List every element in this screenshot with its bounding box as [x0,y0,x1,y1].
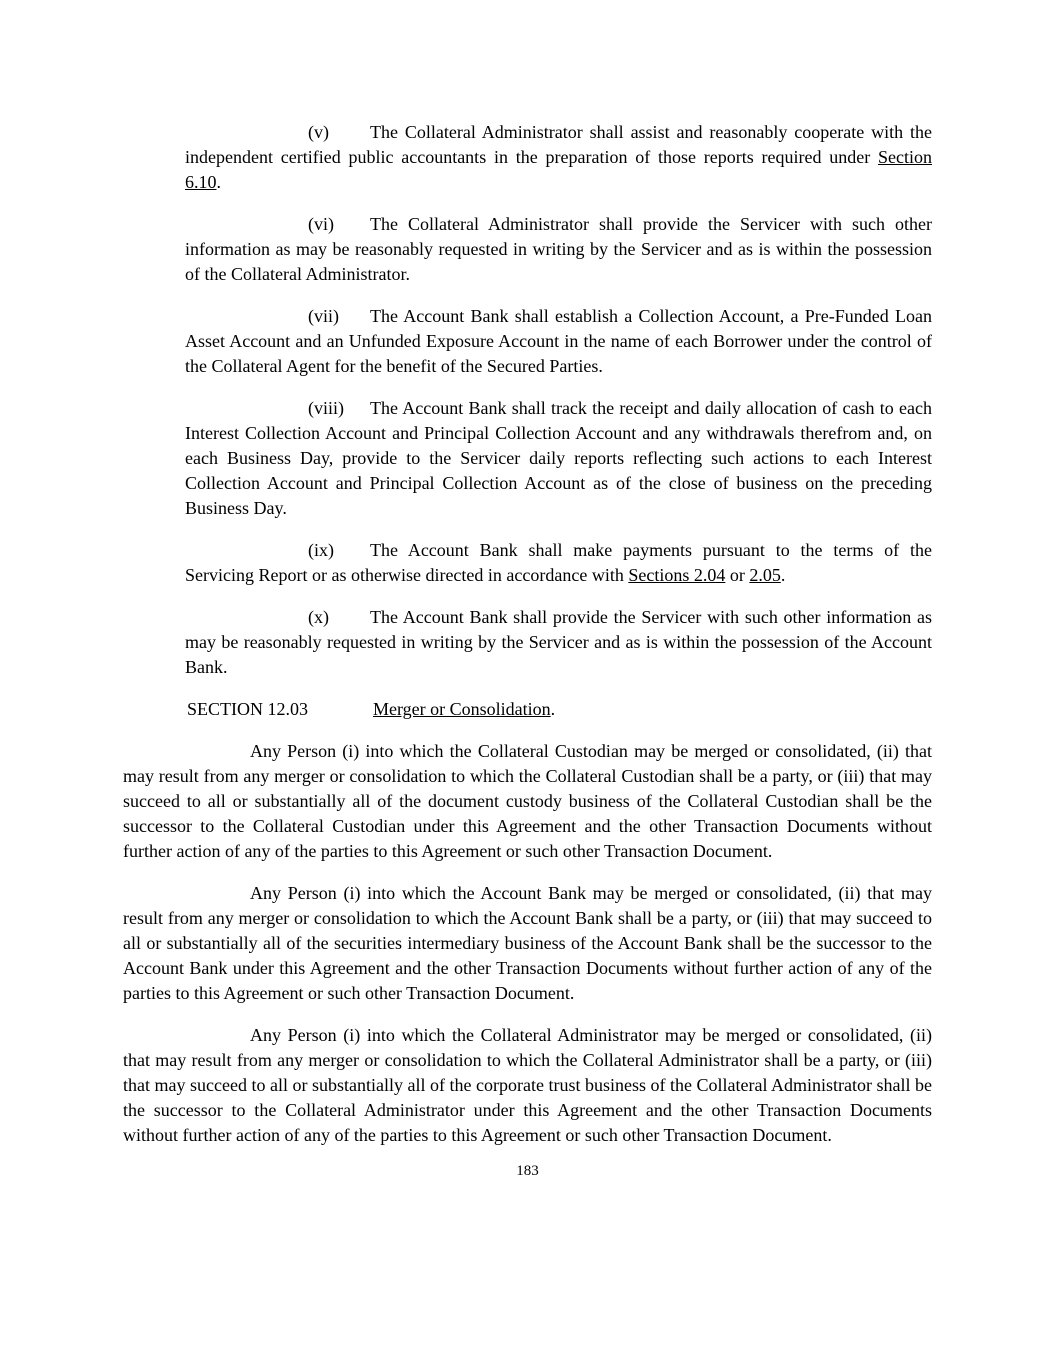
body-paragraph-collateral-custodian: Any Person (i) into which the Collateral Custodian may be merged or consolidated, (ii) that may result from any merger or consolidation to which the Collateral Custodian shall be a party, or (iii) that may succeed to all or substantially all of the document custody business of the Collateral Custodian shall be the successor to the Collateral Custodian under this Agreement and the other Transaction Documents without further action of any of the parties to this Agreement or such other Transaction Document. [123,741,932,861]
paragraph-text: The Account Bank shall provide the Servicer with such other information as may be reasonably requested in writing by the Servicer and as is within the possession of the Account Bank. [185,607,932,677]
subparagraph-vi [185,212,932,287]
subparagraph-vii [185,304,932,379]
paragraph-text: The Account Bank shall establish a Collection Account, a Pre-Funded Loan Asset Account and an Unfunded Exposure Account in the name of each Borrower under the control of the Collateral Agent for the benefit of the Secured Parties. [185,306,932,376]
subparagraph-v [185,120,932,195]
paragraph-label: (vi) [308,214,334,234]
body-paragraph-collateral-administrator: Any Person (i) into which the Collateral Administrator may be merged or consolidated, (ii) that may result from any merger or consolidation to which the Collateral Administrator shall be a party, or (iii) that may succeed to all or substantially all of the corporate trust business of the Collateral Administrator shall be the successor to the Collateral Administrator under this Agreement and the other Transaction Documents without further action of any of the parties to this Agreement or such other Transaction Document. [123,1025,932,1145]
paragraph-label: (ix) [308,540,334,560]
section-title-suffix: . [550,699,556,719]
paragraph-text: The Account Bank shall track the receipt and daily allocation of cash to each Interest Collection Account and Principal Collection Account and any withdrawals therefrom and, on each Business Day, provide to the Servicer daily reports reflecting such actions to each Interest Collection Account and Principal Collection Account as of the close of business on the preceding Business Day. [185,398,932,518]
paragraph-label: (v) [308,122,329,142]
section-title: Merger or Consolidation [373,699,551,719]
paragraph-text: The Collateral Administrator shall assist and reasonably cooperate with the independent certified public accountants in the preparation of those reports required under Section 6.10. [185,122,932,192]
paragraph-text: The Account Bank shall make payments pursuant to the terms of the Servicing Report or as otherwise directed in accordance with Sections 2.04 or 2.05. [185,540,932,585]
body-paragraph-account-bank: Any Person (i) into which the Account Bank may be merged or consolidated, (ii) that may result from any merger or consolidation to which the Account Bank shall be a party, or (iii) that may succeed to all or substantially all of the securities intermediary business of the Account Bank shall be the successor to the Account Bank under this Agreement and the other Transaction Documents without further action of any of the parties to this Agreement or such other Transaction Document. [123,883,932,1003]
paragraph-label: (viii) [308,398,344,418]
subparagraph-ix [185,538,932,588]
paragraph-label: (x) [308,607,329,627]
section-number: SECTION 12.03 [187,699,308,719]
paragraph-text: The Collateral Administrator shall provide the Servicer with such other information as may be reasonably requested in writing by the Servicer and as is within the possession of the Collateral Administrator. [185,214,932,284]
paragraph-label: (vii) [308,306,339,326]
page-number: 183 [516,1163,539,1179]
section-heading [187,697,932,722]
subparagraph-x [185,605,932,680]
subparagraph-viii [185,396,932,521]
